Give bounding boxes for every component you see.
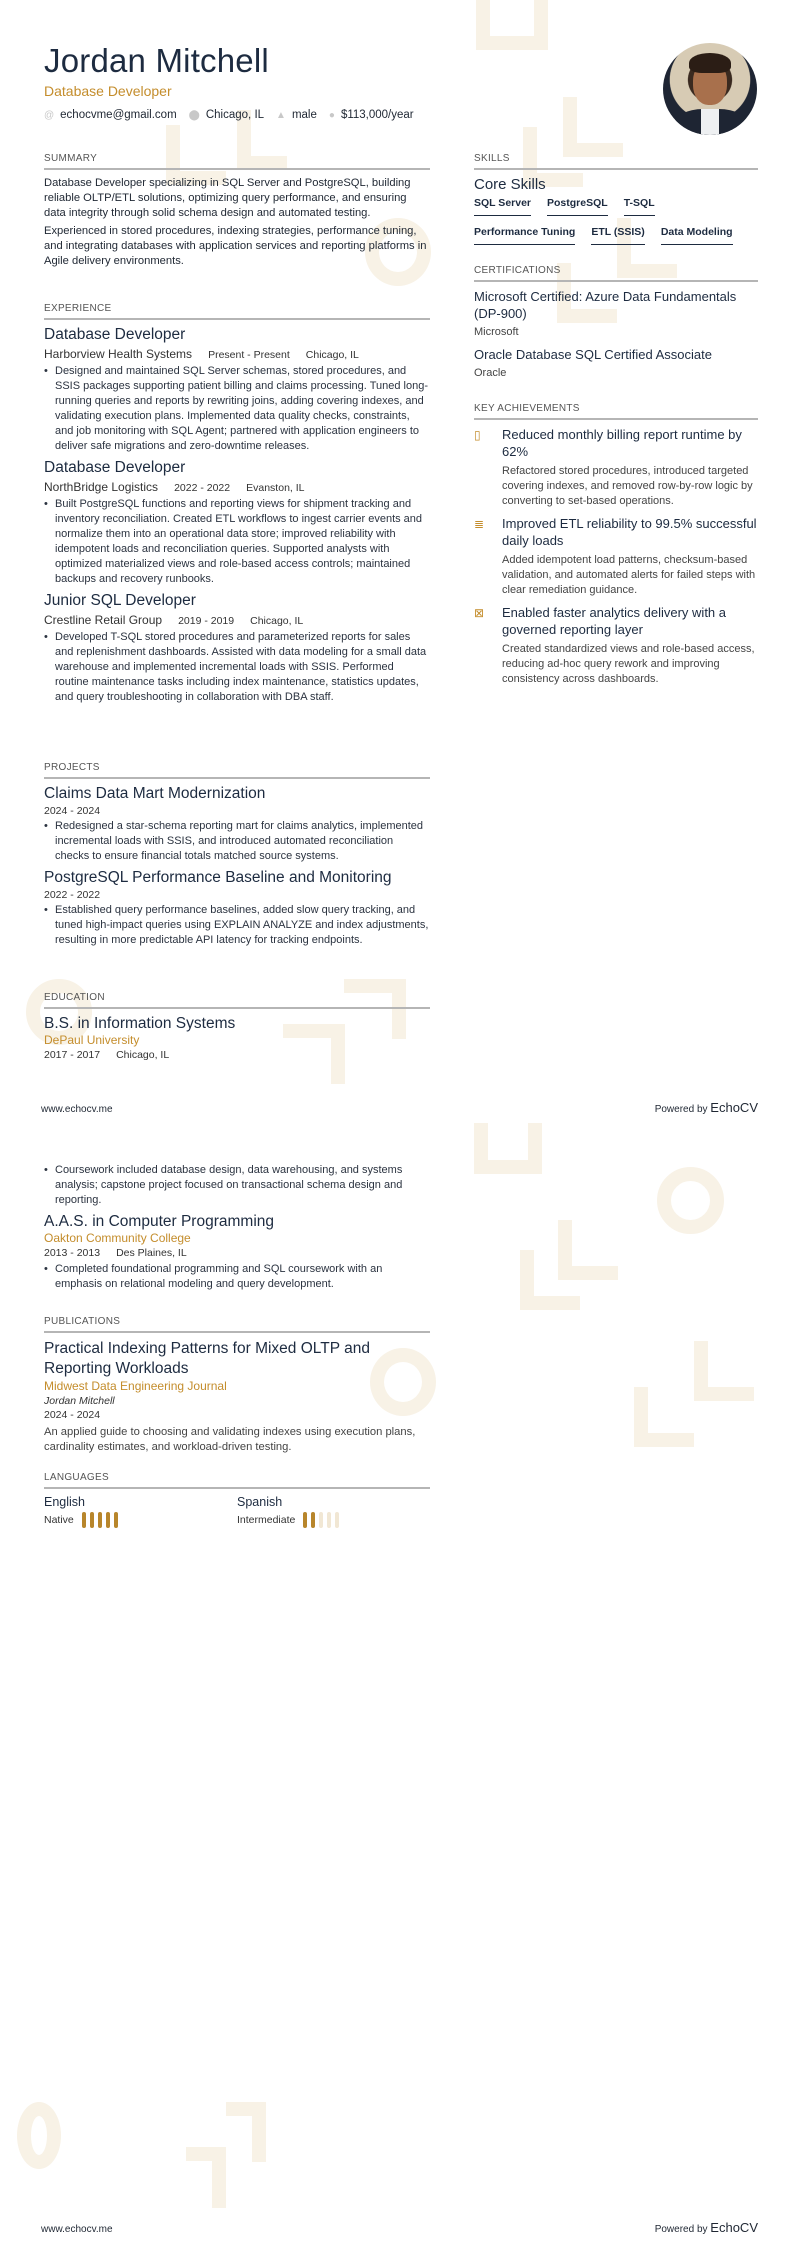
project-bullet: • Established query performance baselines, added slow query tracking, and tuned high-impact queries using EXPLAIN ANALYZE and index adjustments, resulting in more predictable API latency for tracking endpoints. [44,903,430,948]
location-pin-icon: ⬤ [188,109,200,121]
school-name: DePaul University [44,1033,140,1047]
education-section [44,992,430,1064]
cert-title: Microsoft Certified: Azure Data Fundamentals (DP-900) [474,289,737,321]
job-title: Database Developer [44,326,186,343]
job-bullet: • Built PostgreSQL functions and reporting views for shipment tracking and inventory reconciliation. Created ETL workflows to ingest carrier events and normalize them into an operational data store; improved reliability with idempotent loads and reconciliation queries. Supported analysts with optimized materialized views and role-based access controls; maintained backups and recovery runbooks. [44,497,430,587]
achievement-item [474,515,758,598]
languages-section [44,1472,430,1528]
proficiency-bars [82,1512,118,1528]
contact-location: ⬤ Chicago, IL [188,109,265,121]
phone-icon: ▯ [474,428,481,442]
language-level: Intermediate [237,1514,296,1526]
skills-group-title: Core Skills [474,176,546,193]
brand-logo: EchoCV [710,2220,758,2235]
language-item [237,1495,430,1528]
job-bullet: • Developed T-SQL stored procedures and parameterized reports for sales and replenishment dashboards. Assisted with data modeling for a small data warehouse and implemented incremental loads with SSIS. Performed routine maintenance tasks including index maintenance, statistics updates, and query troubleshooting in collaboration with DBA staff. [44,630,430,705]
edu-bullet: • Coursework included database design, data warehousing, and systems analysis; capstone project focused on transactional schema design and reporting. [44,1163,430,1208]
skill-chip: PostgreSQL [547,197,608,216]
job-dates: 2019 - 2019 [178,615,235,627]
certifications-section [474,265,758,387]
achievement-title: Enabled faster analytics delivery with a governed reporting layer [502,605,727,637]
publication-publisher: Midwest Data Engineering Journal [44,1379,227,1393]
skills-list [474,197,758,245]
edu-location: Chicago, IL [116,1049,170,1061]
language-level: Native [44,1514,74,1526]
summary-section [44,153,430,269]
contact-email[interactable]: @ echocvme@gmail.com [44,109,177,121]
company: Crestline Retail Group [44,613,163,627]
footer-website[interactable]: www.echocv.me [41,2224,113,2235]
publication-dates: 2024 - 2024 [44,1409,101,1421]
section-heading: PROJECTS [44,762,430,779]
candidate-name: Jordan Mitchell [44,42,269,79]
edu-dates: 2017 - 2017 [44,1049,101,1061]
project-title: Claims Data Mart Modernization [44,785,266,802]
project-dates: 2024 - 2024 [44,805,101,817]
degree-title: A.A.S. in Computer Programming [44,1213,275,1230]
section-heading: PUBLICATIONS [44,1316,430,1333]
education-continued [44,1163,430,1292]
job-location: Evanston, IL [246,482,305,494]
section-heading: LANGUAGES [44,1472,430,1489]
experience-section [44,303,430,705]
project-item [44,869,430,948]
cert-issuer: Microsoft [474,326,519,338]
achievement-item [474,426,758,509]
skill-chip: Data Modeling [661,226,733,245]
company: Harborview Health Systems [44,347,193,361]
cert-issuer: Oracle [474,367,507,379]
list-lines-icon: ≣ [474,517,485,531]
skills-section [474,153,758,245]
job-title: Database Developer [44,459,186,476]
school-name: Oakton Community College [44,1231,191,1245]
skill-chip: Performance Tuning [474,226,575,245]
job-dates: Present - Present [208,349,290,361]
achievement-title: Reduced monthly billing report runtime by 62% [502,427,742,459]
footer-powered-by: Powered by EchoCV [654,1100,758,1115]
language-name: Spanish [237,1495,283,1509]
person-icon: ▲ [276,109,286,121]
contact-gender: ▲ male [276,109,317,121]
experience-item [44,326,430,454]
edu-dates: 2013 - 2013 [44,1247,101,1259]
publications-section [44,1316,430,1455]
skill-chip: SQL Server [474,197,531,216]
section-heading: EDUCATION [44,992,430,1009]
degree-title: B.S. in Information Systems [44,1015,236,1032]
skill-chip: T-SQL [624,197,655,216]
salary-icon: ● [328,109,335,121]
experience-item [44,592,430,705]
summary-paragraph: Experienced in stored procedures, indexing strategies, performance tuning, and integrating databases with application services and reporting platforms in Agile delivery environments. [44,225,427,267]
summary-paragraph: Database Developer specializing in SQL Server and PostgreSQL, building reliable OLTP/ETL solutions, optimizing query performance, and ensuring data integrity through solid schema design and automated testing. [44,177,411,219]
achievement-item [474,604,758,687]
footer-powered-by: Powered by EchoCV [654,2220,758,2235]
skill-chip: ETL (SSIS) [591,226,644,245]
language-name: English [44,1495,85,1509]
section-heading: CERTIFICATIONS [474,265,758,282]
company: NorthBridge Logistics [44,480,159,494]
publication-description: An applied guide to choosing and validating indexes using execution plans, cardinality estimates, and workload-driven testing. [44,1426,416,1453]
section-heading: SUMMARY [44,153,430,170]
job-bullet: • Designed and maintained SQL Server schemas, stored procedures, and SSIS packages supporting patient billing and claims processing. Tuned long-running queries and reports by rewriting joins, adding covering indexes, and validating execution plans. Implemented data quality checks, constraints, and job monitoring with SQL Agent; partnered with application engineers to deliver safe migrations and zero-downtime releases. [44,364,430,454]
proficiency-bars [303,1512,339,1528]
achievements-section [474,403,758,693]
edu-location: Des Plaines, IL [116,1247,187,1259]
contact-salary: ● $113,000/year [328,109,414,121]
archive-box-icon: ⊠ [474,606,485,620]
section-heading: EXPERIENCE [44,303,430,320]
job-title: Junior SQL Developer [44,592,196,609]
language-item [44,1495,237,1528]
footer-website[interactable]: www.echocv.me [41,1104,113,1115]
publication-author: Jordan Mitchell [44,1395,115,1407]
achievement-description: Added idempotent load patterns, checksum-based validation, and automated alerts for failed steps with clear remediation guidance. [502,554,756,596]
at-icon: @ [44,109,55,121]
experience-item [44,459,430,587]
candidate-title: Database Developer [44,83,172,99]
avatar [663,43,757,135]
edu-bullet: • Completed foundational programming and SQL coursework with an emphasis on relational modeling and query development. [44,1262,430,1292]
projects-section [44,762,430,948]
project-bullet: • Redesigned a star-schema reporting mart for claims analytics, implemented incremental loads with SSIS, and introduced automated reconciliation checks to ensure financial totals matched source systems. [44,819,430,864]
contact-info [44,109,414,121]
publication-title: Practical Indexing Patterns for Mixed OLTP and Reporting Workloads [44,1340,370,1377]
achievement-title: Improved ETL reliability to 99.5% successful daily loads [502,516,757,548]
brand-logo: EchoCV [710,1100,758,1115]
project-title: PostgreSQL Performance Baseline and Monitoring [44,869,392,886]
job-location: Chicago, IL [250,615,304,627]
job-location: Chicago, IL [305,349,359,361]
job-dates: 2022 - 2022 [174,482,231,494]
section-heading: KEY ACHIEVEMENTS [474,403,758,420]
project-item [44,785,430,864]
project-dates: 2022 - 2022 [44,889,101,901]
section-heading: SKILLS [474,153,758,170]
achievement-description: Refactored stored procedures, introduced targeted covering indexes, and removed row-by-row logic by converting to set-based operations. [502,465,753,507]
cert-title: Oracle Database SQL Certified Associate [474,347,712,362]
achievement-description: Created standardized views and role-based access, reducing ad-hoc query rework and improving consistency across dashboards. [502,643,755,685]
